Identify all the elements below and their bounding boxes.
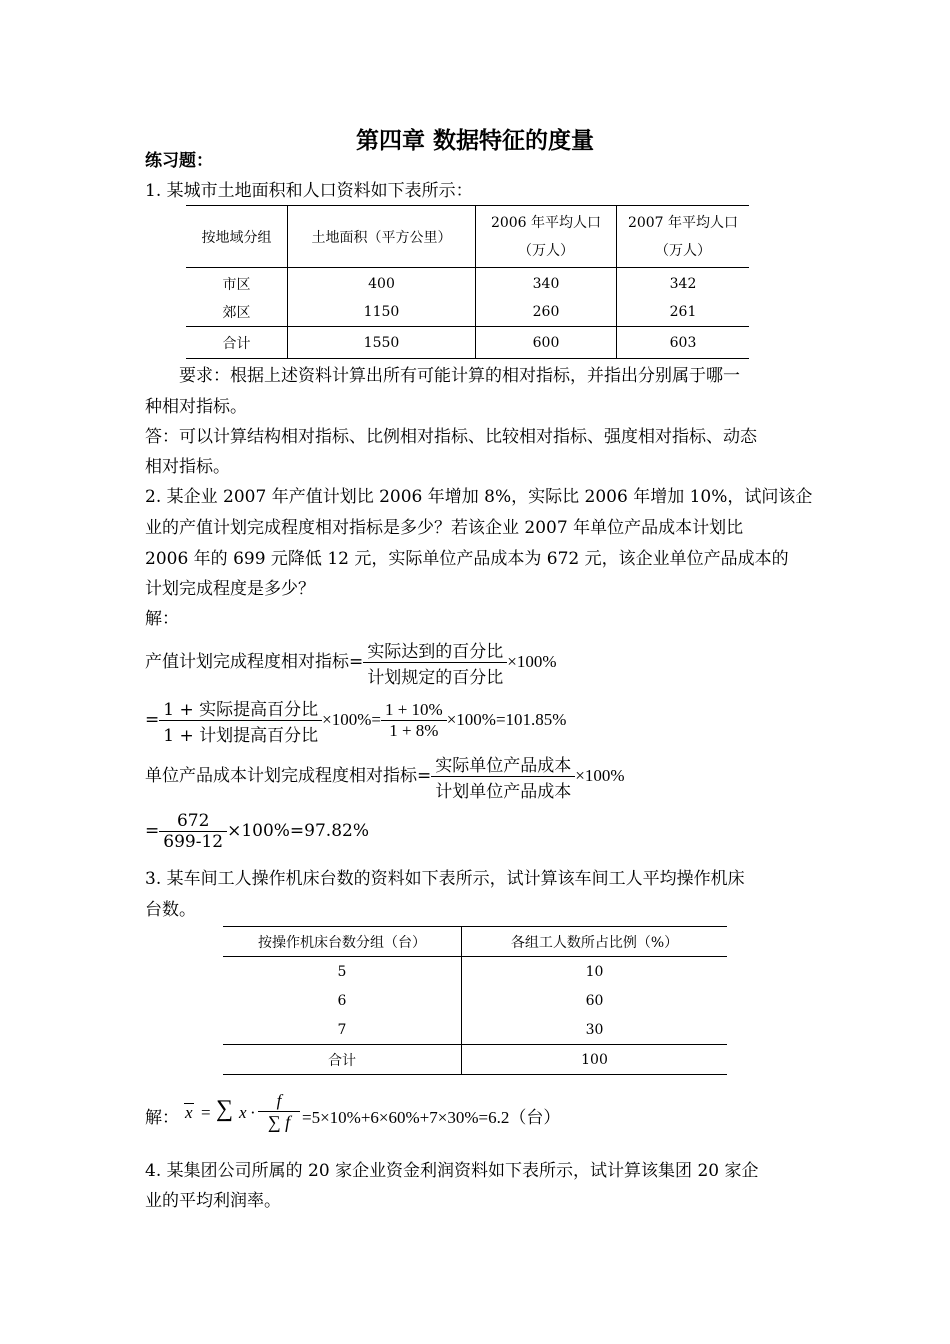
table-row xyxy=(223,1016,727,1045)
table-cell: 合计 xyxy=(186,327,288,359)
equals-sign: = xyxy=(201,1103,211,1122)
table-row xyxy=(186,268,749,298)
numerator: 1 + 10% xyxy=(381,700,447,721)
land-population-table xyxy=(186,205,749,359)
multiplier: ×100% xyxy=(507,652,557,671)
dot-operator: · xyxy=(250,1103,256,1122)
table-cell: 1150 xyxy=(288,298,476,327)
table-cell: 600 xyxy=(476,327,617,359)
formula-output-plan xyxy=(145,637,557,688)
machine-workers-table xyxy=(223,926,727,1075)
table-row xyxy=(186,298,749,327)
fraction xyxy=(431,751,575,802)
table-total-row xyxy=(223,1045,727,1075)
header-unit: （万人） xyxy=(655,242,711,259)
table-cell: 261 xyxy=(617,298,750,327)
formula-label: 单位产品成本计划完成程度相对指标= xyxy=(145,766,432,786)
formula-cost-plan xyxy=(145,751,625,802)
table-cell: 340 xyxy=(476,268,617,298)
q1-answer-2: 相对指标。 xyxy=(145,457,230,477)
table-header: 土地面积（平方公里） xyxy=(288,206,476,268)
solution-label: 解： xyxy=(145,1108,179,1128)
numerator: 672 xyxy=(159,811,227,832)
table-cell: 郊区 xyxy=(186,298,288,327)
section-heading: 练习题： xyxy=(145,151,213,171)
result: =5×10%+6×60%+7×30%=6.2（台） xyxy=(302,1108,561,1127)
denominator: 1 + 8% xyxy=(389,721,439,740)
multiplier: ×100% xyxy=(575,766,625,785)
table-cell: 30 xyxy=(462,1016,728,1045)
denominator: 计划规定的百分比 xyxy=(367,668,504,688)
header-unit: （万人） xyxy=(518,242,574,259)
fraction xyxy=(159,695,322,746)
table-cell: 合计 xyxy=(223,1045,462,1075)
header-label: 2007 年平均人口 xyxy=(627,214,739,231)
formula-label: 产值计划完成程度相对指标= xyxy=(145,652,364,672)
result: ×100%=101.85% xyxy=(446,710,567,729)
table-cell: 市区 xyxy=(186,268,288,298)
table-cell: 400 xyxy=(288,268,476,298)
denominator: 计划单位产品成本 xyxy=(435,782,572,802)
q2-line-4: 计划完成程度是多少？ xyxy=(145,579,315,599)
table-cell: 342 xyxy=(669,276,697,293)
mean-symbol: x xyxy=(185,1103,193,1122)
table-header xyxy=(476,206,617,268)
table-header xyxy=(617,206,750,268)
q3-line-1: 3. 某车间工人操作机床台数的资料如下表所示，试计算该车间工人平均操作机床 xyxy=(145,869,745,889)
table-cell: 60 xyxy=(585,993,604,1009)
table-cell: 5 xyxy=(223,957,462,987)
q2-line-1: 2. 某企业 2007 年产值计划比 2006 年增加 8%，实际比 2006 年增加 10%，试问该企 xyxy=(145,487,813,507)
q4-line-2: 业的平均利润率。 xyxy=(145,1191,281,1211)
table-cell: 7 xyxy=(223,1016,462,1045)
q2-line-2: 业的产值计划完成程度相对指标是多少？若该企业 2007 年单位产品成本计划比 xyxy=(145,518,744,538)
table-row xyxy=(223,957,727,987)
table-total-row xyxy=(186,327,749,359)
numerator: 1 + 实际提高百分比 xyxy=(159,695,322,721)
q1-requirement-2: 种相对指标。 xyxy=(145,397,247,417)
q3-line-2: 台数。 xyxy=(145,900,196,920)
q1-text: 1. 某城市土地面积和人口资料如下表所示： xyxy=(145,181,473,201)
fraction xyxy=(381,700,447,741)
denominator: 1 + 计划提高百分比 xyxy=(163,726,319,746)
table-header: 各组工人数所占比例（%） xyxy=(462,927,728,957)
equals-sign: = xyxy=(145,710,160,730)
q2-line-3: 2006 年的 699 元降低 12 元，实际单位产品成本为 672 元，该企业单位产品成本的 xyxy=(145,549,789,569)
table-cell: 10 xyxy=(585,963,604,980)
table-cell: 603 xyxy=(669,334,697,351)
table-cell: 100 xyxy=(581,1051,608,1068)
numerator: f xyxy=(258,1090,300,1112)
result: ×100%=97.82% xyxy=(227,821,369,841)
formula-cost-calc xyxy=(145,811,369,852)
denominator: 699-12 xyxy=(163,832,224,852)
q2-solution-label: 解： xyxy=(145,609,179,629)
denominator: ∑ f xyxy=(267,1112,291,1132)
q1-requirement-1: 要求：根据上述资料计算出所有可能计算的相对指标，并指出分别属于哪一 xyxy=(179,366,740,386)
table-header: 按操作机床台数分组（台） xyxy=(223,927,462,957)
page-title: 第四章 数据特征的度量 xyxy=(355,128,594,154)
table-cell: 6 xyxy=(223,987,462,1016)
variable-x: x xyxy=(239,1103,247,1122)
table-cell: 260 xyxy=(476,298,617,327)
numerator: 实际单位产品成本 xyxy=(431,751,575,777)
table-row xyxy=(223,987,727,1016)
fraction xyxy=(159,811,227,852)
equals-sign: = xyxy=(145,821,160,841)
header-label: 2006 年平均人口 xyxy=(490,214,602,231)
formula-output-calc xyxy=(145,695,566,746)
multiplier: ×100%= xyxy=(322,710,381,729)
q4-line-1: 4. 某集团公司所属的 20 家企业资金利润资料如下表所示，试计算该集团 20 家企 xyxy=(145,1161,759,1181)
sigma-icon: ∑ xyxy=(216,1096,234,1122)
q1-answer-1: 答：可以计算结构相对指标、比例相对指标、比较相对指标、强度相对指标、动态 xyxy=(145,427,757,447)
table-header: 按地域分组 xyxy=(186,206,288,268)
table-cell: 1550 xyxy=(288,327,476,359)
numerator: 实际达到的百分比 xyxy=(363,637,507,663)
fraction xyxy=(363,637,507,688)
